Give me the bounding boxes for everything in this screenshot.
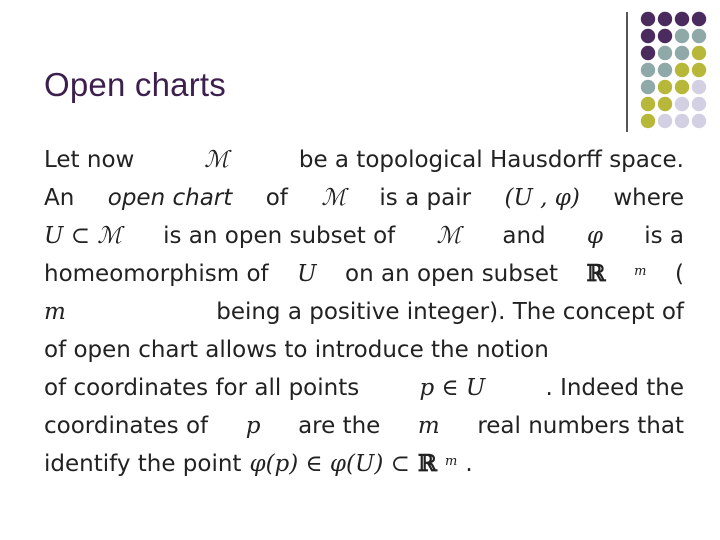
body-text-segment: U ⊂ ℳ bbox=[44, 223, 122, 249]
decor-dot bbox=[692, 63, 706, 77]
body-text-segment: of open chart allows to introduce the notion bbox=[44, 337, 549, 363]
body-text-segment: m bbox=[44, 299, 66, 325]
body-line bbox=[44, 373, 684, 411]
decor-dot bbox=[675, 29, 689, 43]
body-text-segment: and bbox=[502, 223, 546, 249]
body-text-segment: . bbox=[465, 451, 473, 477]
body-text-segment: An bbox=[44, 185, 75, 211]
body-line bbox=[44, 259, 684, 297]
body-text-segment: where bbox=[613, 185, 684, 211]
body-text-segment: real numbers that bbox=[477, 413, 684, 439]
decor-dot bbox=[675, 97, 689, 111]
decor-dot bbox=[658, 114, 672, 128]
decor-dot bbox=[675, 46, 689, 60]
body-line bbox=[44, 297, 684, 335]
decor-dot bbox=[692, 29, 706, 43]
body-text-segment: is a pair bbox=[379, 185, 472, 211]
body-line bbox=[44, 183, 684, 221]
body-line bbox=[44, 221, 684, 259]
decor-dot bbox=[641, 63, 655, 77]
decor-dot bbox=[675, 12, 689, 26]
body-line bbox=[44, 411, 684, 449]
body-text-segment: open chart bbox=[107, 185, 233, 211]
decor-dot bbox=[692, 97, 706, 111]
decor-dot bbox=[658, 12, 672, 26]
body-text-segment: (U , φ) bbox=[504, 185, 580, 211]
decor-dot bbox=[658, 97, 672, 111]
decor-dot bbox=[692, 80, 706, 94]
body-text-segment: U bbox=[297, 261, 317, 287]
body-text-segment: p ∈ U bbox=[419, 375, 486, 401]
decor-dot bbox=[641, 97, 655, 111]
body-text-segment: on an open subset bbox=[345, 261, 559, 287]
body-text-segment: homeomorphism of bbox=[44, 261, 269, 287]
body-line bbox=[44, 145, 684, 183]
decor-dot bbox=[675, 63, 689, 77]
body-text-segment: be a topological Hausdorff space. bbox=[298, 147, 684, 173]
body-text-segment: ( bbox=[674, 261, 684, 287]
body-text-segment: m bbox=[417, 413, 440, 439]
body-line bbox=[44, 449, 684, 487]
body-text-segment: is an open subset of bbox=[163, 223, 396, 249]
decor-dot bbox=[641, 46, 655, 60]
body-text-segment: . Indeed the bbox=[545, 375, 684, 401]
dot-grid-decoration bbox=[0, 0, 720, 140]
body-text-segment: p bbox=[245, 413, 261, 439]
decor-dot bbox=[641, 29, 655, 43]
decor-dot bbox=[658, 46, 672, 60]
superscript: m bbox=[445, 454, 458, 469]
decor-dot bbox=[641, 80, 655, 94]
body-text-segment: φ bbox=[586, 223, 603, 249]
body-text-segment: ℳ bbox=[436, 223, 462, 249]
body-text-segment: ℝ bbox=[586, 260, 606, 287]
body-text-segment: of bbox=[265, 185, 288, 211]
body-text-segment: coordinates of bbox=[44, 413, 209, 439]
body-text-segment: φ(p) ∈ φ(U) ⊂ bbox=[249, 451, 410, 477]
slide-title: Open charts bbox=[44, 66, 226, 103]
decor-dot bbox=[692, 12, 706, 26]
body-text-segment: is a bbox=[644, 223, 684, 249]
body-text-segment: ℳ bbox=[321, 185, 346, 211]
slide-body bbox=[44, 145, 684, 487]
body-text-segment: ℳ bbox=[204, 147, 229, 173]
decor-dot bbox=[658, 80, 672, 94]
decor-dot bbox=[675, 80, 689, 94]
body-text-segment: are the bbox=[298, 413, 381, 439]
body-text-segment: Let now bbox=[44, 147, 135, 173]
decor-dot bbox=[641, 114, 655, 128]
decor-dot bbox=[658, 63, 672, 77]
decor-dot bbox=[692, 114, 706, 128]
body-text-segment: identify the point bbox=[44, 451, 242, 477]
body-text-segment: being a positive integer). The concept of bbox=[216, 299, 684, 325]
decor-dot bbox=[658, 29, 672, 43]
superscript: m bbox=[634, 264, 647, 279]
body-text-segment: of coordinates for all points bbox=[44, 375, 360, 401]
body-text-segment: ℝ bbox=[417, 450, 438, 477]
decor-dot bbox=[641, 12, 655, 26]
decor-dot bbox=[675, 114, 689, 128]
decor-dot bbox=[692, 46, 706, 60]
body-line bbox=[44, 335, 684, 373]
